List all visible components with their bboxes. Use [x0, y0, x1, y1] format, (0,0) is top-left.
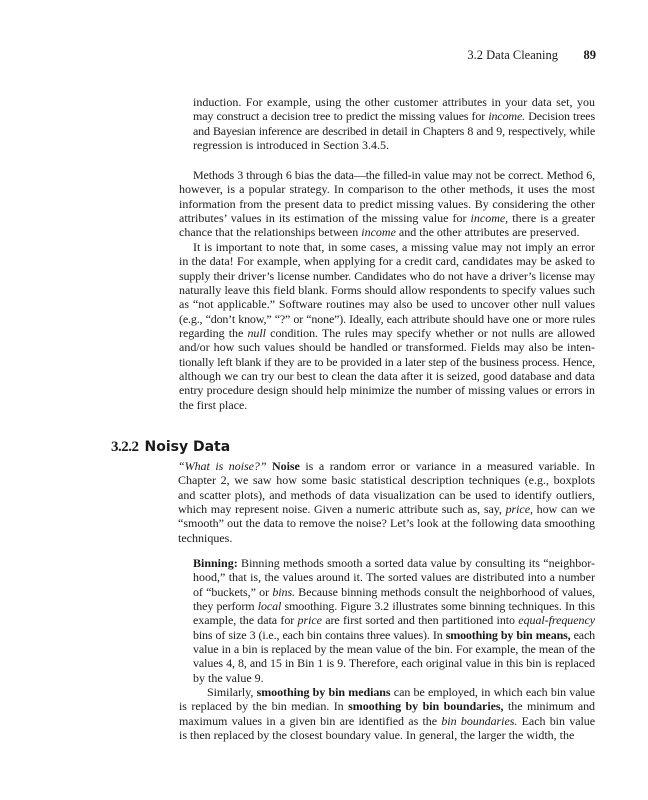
section-number: 3.2.2 — [111, 439, 139, 455]
text-run: although we can try our best to clean the data after it is seized, good database and data — [179, 369, 595, 384]
italic-term: bin boundaries. — [441, 713, 518, 728]
text-run: (e.g., “don’t know,” “?” or “none”). Ideally, each attribute should have one or more rules — [179, 311, 595, 326]
text-line — [179, 297, 595, 311]
text-line — [179, 714, 595, 728]
text-run: are first sorted and then partitioned into — [321, 613, 519, 628]
text-line — [179, 197, 595, 211]
text-run: Similarly, — [207, 685, 257, 699]
text-run: bins of size 3 (i.e., each bin contains three values). In — [193, 627, 446, 642]
text-line — [179, 728, 595, 742]
text-run: of “buckets,” or — [193, 584, 273, 599]
section-heading — [111, 438, 230, 456]
text-run: is a random error or variance in a measured variable. In — [299, 459, 595, 473]
text-line — [193, 671, 595, 685]
text-run: each — [570, 627, 595, 642]
text-run: value in a bin is replaced by the mean value of the bin. For example, the mean of the — [193, 642, 595, 657]
text-run: and Bayesian inference are described in detail in Chapters 8 and 9, respectively, while — [193, 123, 595, 138]
text-line — [193, 642, 595, 656]
running-head-section: 3.2 Data Cleaning — [467, 48, 558, 62]
italic-term: local — [257, 599, 282, 614]
text-line — [179, 369, 595, 383]
paragraph-decision-tree — [193, 95, 595, 152]
text-run: which may represent noise. Given a numeric attribute such as, say, — [178, 502, 506, 517]
text-run: naturally leave this field blank. Forms should allow respondents to specify values such — [179, 283, 595, 298]
text-line — [179, 326, 595, 340]
running-head — [420, 48, 596, 64]
text-line — [179, 398, 595, 412]
text-run: they perform — [193, 599, 258, 614]
text-line — [179, 211, 595, 225]
text-run: regarding the — [179, 326, 248, 341]
text-line — [179, 269, 595, 283]
text-run: by the value 9. — [193, 670, 264, 685]
text-line — [193, 570, 595, 584]
italic-term: bins. — [272, 584, 295, 599]
text-line — [193, 628, 595, 642]
text-line — [178, 459, 595, 473]
text-line — [179, 225, 595, 239]
italic-term: null — [247, 326, 266, 341]
text-line — [179, 283, 595, 297]
text-line — [193, 556, 595, 570]
text-run: techniques. — [178, 530, 233, 545]
text-run: can be employed, in which each bin value — [390, 685, 595, 699]
text-line — [193, 95, 595, 109]
text-run: Binning methods smooth a sorted data value by consulting its “neighbor- — [237, 556, 595, 570]
paragraph-what-is-noise — [178, 459, 595, 545]
text-run: Each bin value — [517, 713, 595, 728]
text-line — [178, 502, 595, 516]
text-line — [179, 312, 595, 326]
text-line — [179, 182, 595, 196]
text-run: It is important to note that, in some cases, a missing value may not imply an error — [193, 240, 595, 254]
paragraph-methods-bias — [179, 168, 595, 240]
text-line — [179, 240, 595, 254]
text-run: maximum values in a given bin are identified as the — [179, 713, 442, 728]
bold-term: smoothing by bin boundaries, — [348, 699, 504, 714]
text-line — [179, 699, 595, 713]
text-run: information from the present data to predict missing values. By considering the other — [179, 196, 595, 211]
text-run: Because binning methods consult the neighborhood of values, — [295, 584, 595, 599]
text-line — [193, 599, 595, 613]
text-run: as “not applicable.” Software routines may also be used to uncover other null values — [179, 297, 595, 312]
text-run: there is a greater — [508, 211, 595, 226]
text-run: is replaced by the bin median. In — [179, 699, 349, 714]
italic-term: equal-frequency — [518, 613, 595, 628]
text-run: how can we — [532, 502, 596, 517]
italic-term: income — [361, 225, 396, 240]
text-run: chance that the relationships between — [179, 225, 362, 240]
text-run: is then replaced by the closest boundary value. In general, the larger the width, the — [179, 728, 575, 743]
text-run: values 4, 8, and 15 in Bin 1 is 9. Therefore, each original value in this bin is replaced — [193, 656, 595, 671]
italic-term: “What is noise?” — [178, 459, 267, 473]
section-title: Noisy Data — [144, 439, 231, 455]
text-run: Methods 3 through 6 bias the data—the filled-in value may not be correct. Method 6, — [193, 168, 595, 182]
bold-term: smoothing by bin means, — [445, 627, 571, 642]
text-line — [193, 124, 595, 138]
text-line — [179, 254, 595, 268]
text-line — [179, 383, 595, 397]
text-line — [179, 355, 595, 369]
text-line — [179, 340, 595, 354]
text-line — [178, 473, 595, 487]
bold-term: Binning: — [193, 556, 238, 570]
text-run: Chapter 2, we saw how some basic statistical description techniques (e.g., boxplots — [178, 473, 595, 488]
italic-term: income. — [488, 109, 526, 124]
text-line — [193, 138, 595, 152]
text-line — [193, 613, 595, 627]
text-run: and scatter plots), and methods of data visualization can be used to identify outliers, — [178, 487, 595, 502]
italic-term: price — [297, 613, 322, 628]
bold-term: smoothing by bin medians — [256, 685, 391, 699]
text-line — [193, 585, 595, 599]
text-run: entry procedure design should help minimize the number of missing values or errors in — [179, 383, 595, 398]
text-run: supply their driver’s license number. Candidates who do not have a driver’s license may — [179, 268, 595, 283]
text-line — [178, 531, 595, 545]
bold-term: Noise — [272, 459, 300, 473]
paragraph-missing-not-error — [179, 240, 595, 412]
text-run: induction. For example, using the other customer attributes in your data set, you — [193, 95, 595, 109]
text-line — [179, 168, 595, 182]
text-run: the first place. — [179, 397, 248, 412]
text-run: however, is a popular strategy. In comparison to the other methods, it uses the most — [179, 182, 595, 197]
paragraph-binning — [193, 556, 595, 685]
text-run: Decision trees — [525, 109, 595, 124]
text-run: the minimum and — [503, 699, 595, 714]
text-run: and the other attributes are preserved. — [395, 225, 580, 240]
text-run: example, the data for — [193, 613, 298, 628]
text-run: may construct a decision tree to predict the missing values for — [193, 109, 489, 124]
page-number: 89 — [583, 48, 596, 62]
text-line — [193, 656, 595, 670]
text-line — [178, 516, 595, 530]
text-line — [178, 488, 595, 502]
italic-term: income, — [470, 211, 509, 226]
text-run: tionally left blank if they are to be provided in a later step of the business process. Hence, — [179, 354, 595, 369]
text-run: hood,” that is, the values around it. The sorted values are distributed into a number — [193, 570, 595, 585]
text-run: regression is introduced in Section 3.4.5. — [193, 138, 389, 153]
text-line — [193, 685, 595, 699]
text-run: attributes’ values in its estimation of the missing value for — [179, 211, 471, 226]
text-line — [193, 109, 595, 123]
text-run: in the data! For example, when applying for a credit card, candidates may be asked to — [179, 254, 595, 269]
text-run: smoothing. Figure 3.2 illustrates some binning techniques. In this — [281, 599, 595, 614]
text-run: and/or how such values should be handled or transformed. Fields may also be inten- — [179, 340, 595, 355]
text-run: “smooth” out the data to remove the noise? Let’s look at the following data smoothing — [178, 516, 595, 531]
paragraph-bin-medians — [179, 685, 595, 743]
italic-term: price, — [505, 502, 533, 517]
text-run: condition. The rules may specify whether or not nulls are allowed — [265, 326, 596, 341]
